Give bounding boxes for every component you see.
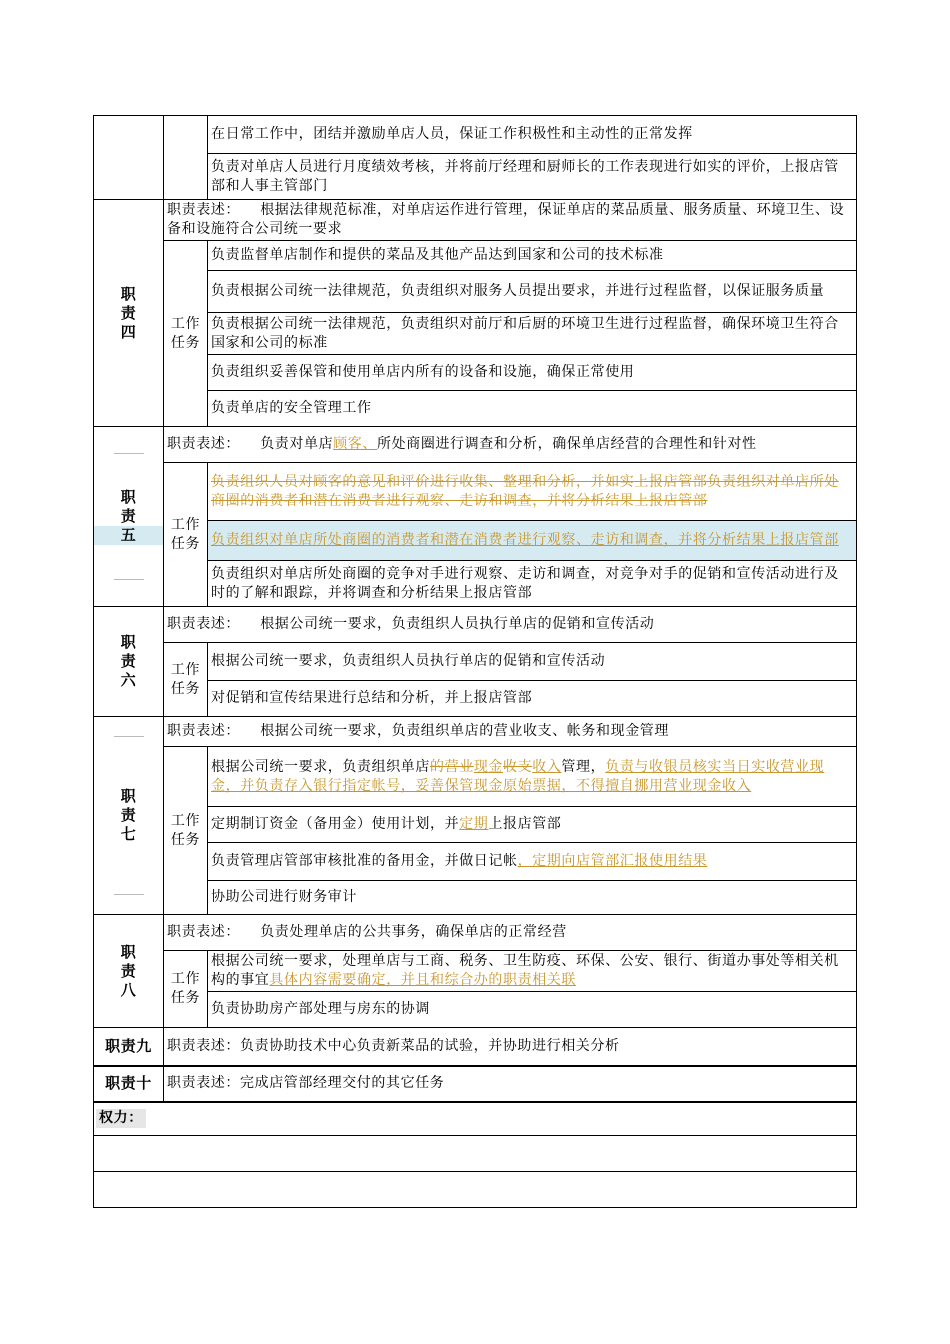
task-text: 负责管理店管部审核批准的备用金，并做日记帐: [211, 853, 518, 869]
duty6-task-1: 根据公司统一要求，负责组织人员执行单店的促销和宣传活动: [208, 643, 857, 681]
deleted-text: 的营业: [430, 758, 474, 775]
duty4-task-4: 负责组织妥善保管和使用单店内所有的设备和设施，确保正常使用: [208, 355, 857, 391]
inserted-text: 具体内容需要确定，并且和综合办的职责相关联: [269, 972, 577, 988]
duty5-task-1: [208, 463, 857, 521]
spacer: [94, 454, 163, 488]
inserted-text: ，定期向店管部汇报使用结果: [517, 853, 708, 869]
duty7-label-char: 职: [120, 787, 137, 805]
statement-prefix: 职责表述：: [167, 924, 240, 940]
duty4-task-label: [164, 241, 208, 427]
power-label: 权力：: [96, 1109, 146, 1128]
duty6-label-char: 六: [120, 671, 137, 689]
duty4-statement: [164, 200, 857, 241]
power-header: [94, 1102, 857, 1136]
duty8-statement: [164, 915, 857, 951]
duty10-statement: 职责表述：完成店管部经理交付的其它任务: [164, 1066, 857, 1102]
power-row-2: [94, 1172, 857, 1208]
inserted-text: 收入: [532, 758, 562, 775]
tracked-change: 顾客、: [333, 436, 378, 452]
duty5-task-label: [164, 463, 208, 607]
duty7-statement: [164, 717, 857, 747]
inserted-text: 负责组织对单店所处商圈的消费者和潜在消费者进行观察、走访和调查，并将分析结果上报店管部: [211, 532, 839, 548]
spacer: [94, 545, 163, 579]
task-label-line: 任务: [170, 535, 201, 552]
duty5-label-char: 责: [120, 507, 137, 525]
duty6-task-2: 对促销和宣传结果进行总结和分析，并上报店管部: [208, 681, 857, 717]
duty5-label: [94, 427, 164, 607]
duty9-label: 职责九: [94, 1028, 164, 1066]
spacer: [94, 737, 163, 787]
duty4-label-char: 职: [120, 284, 137, 303]
duty6-task-label: [164, 643, 208, 717]
duty9-statement: 职责表述：负责协助技术中心负责新菜品的试验，并协助进行相关分析: [164, 1028, 857, 1066]
statement-prefix: 职责表述：: [167, 436, 240, 452]
duty7-task-2: [208, 807, 857, 843]
duty6-label-char: 职: [120, 633, 137, 651]
task-text: 定期制订资金（备用金）使用计划，并: [211, 816, 460, 832]
duty3-label-cell: [94, 116, 164, 200]
duty7-label-char: 七: [120, 825, 137, 843]
statement-prefix: 职责表述：: [167, 723, 240, 739]
duty7-task-label: [164, 747, 208, 915]
duty5-label-char: 五: [94, 526, 163, 545]
spacer: [94, 844, 163, 894]
duty8-task-2: 负责协助房产部处理与房东的协调: [208, 992, 857, 1028]
statement-text: 根据公司统一要求，负责组织人员执行单店的促销和宣传活动: [260, 616, 655, 632]
task-label-line: 工作: [170, 812, 201, 829]
duty6-statement: [164, 607, 857, 643]
duty3-task-1: 在日常工作中，团结并激励单店人员，保证工作积极性和主动性的正常发挥: [208, 116, 857, 154]
duty4-label-char: 四: [120, 322, 137, 341]
duty5-task-2: [208, 521, 857, 561]
duty8-label-char: 八: [120, 980, 137, 999]
duty3-task-2: 负责对单店人员进行月度绩效考核，并将前厅经理和厨师长的工作表现进行如实的评价，上报店管部和人事主管部门: [208, 154, 857, 200]
duty4-label: [94, 200, 164, 427]
statement-text: 根据公司统一要求，负责组织单店的营业收支、帐务和现金管理: [260, 723, 670, 739]
duty5-task-3: 负责组织对单店所处商圈的竞争对手进行观察、走访和调查，对竞争对手的促销和宣传活动进行及时的了解和跟踪，并将调查和分析结果上报店管部: [208, 561, 857, 607]
power-row-1: [94, 1136, 857, 1172]
duty5-statement: [164, 427, 857, 463]
duty3-tasklabel-cell: [164, 116, 208, 200]
statement-text: 根据法律规范标准，对单店运作进行管理，保证单店的菜品质量、服务质量、环境卫生、设备和设施符合公司统一要求: [167, 202, 845, 237]
deleted-text: 负责组织人员对顾客的意见和评价进行收集、整理和分析，并如实上报店管部负责组织对单店所处商圈的消费者和潜在消费者进行观察、走访和调查，并将分析结果上报店管部: [211, 473, 839, 509]
duty7-task-4: 协助公司进行财务审计: [208, 881, 857, 915]
duty4-task-1: 负责监督单店制作和提供的菜品及其他产品达到国家和公司的技术标准: [208, 241, 857, 271]
duty7-label-char: 责: [120, 806, 137, 824]
statement-text: 所处商圈进行调查和分析，确保单店经营的合理性和针对性: [377, 436, 757, 452]
task-label-line: 工作: [170, 661, 201, 678]
duty4-task-3: 负责根据公司统一法律规范，负责组织对前厅和后厨的环境卫生进行过程监督，确保环境卫生符合国家和公司的标准: [208, 313, 857, 355]
duty7-label: [94, 717, 164, 915]
deleted-text: 收支: [503, 758, 533, 775]
duty6-label: [94, 607, 164, 717]
divider: [114, 579, 144, 580]
task-text: 上报店管部: [488, 816, 562, 832]
duty8-label: [94, 915, 164, 1028]
duty5-label-char: 职: [120, 488, 137, 506]
duty8-task-1: [208, 951, 857, 992]
duty6-label-char: 责: [120, 652, 137, 670]
statement-prefix: 职责表述：: [167, 202, 240, 218]
statement-text: 负责对单店: [260, 436, 334, 452]
task-label-line: 任务: [170, 334, 201, 351]
duty4-task-2: 负责根据公司统一法律规范，负责组织对服务人员提出要求，并进行过程监督，以保证服务质量: [208, 271, 857, 313]
duty7-task-1: [208, 747, 857, 807]
task-label-line: 工作: [170, 516, 201, 533]
duty8-task-label: [164, 951, 208, 1028]
inserted-text: 现金: [473, 758, 504, 775]
duty8-label-char: 职: [120, 942, 137, 961]
statement-text: 负责处理单店的公共事务，确保单店的正常经营: [260, 924, 567, 940]
duty4-task-5: 负责单店的安全管理工作: [208, 391, 857, 427]
duty-table: [93, 115, 857, 1208]
duty8-label-char: 责: [120, 961, 137, 980]
task-label-line: 工作: [170, 315, 201, 332]
task-text: 根据公司统一要求，处理单店与工商、税务、卫生防疫、环保、公安、银行、街道办事处等相关机构的事宜: [211, 953, 839, 988]
inserted-text: 定期: [459, 816, 489, 832]
inserted-text: 负责与收银员核实当日实收营业现金，并负责存入银行指定帐号，妥善保管现金原始票据，不得擅自挪用营业现金收入: [211, 758, 825, 794]
task-label-line: 任务: [170, 990, 201, 1006]
job-description-table: [93, 115, 857, 1208]
duty10-label: 职责十: [94, 1066, 164, 1102]
statement-prefix: 职责表述：: [167, 616, 240, 632]
task-label-line: 任务: [170, 831, 201, 848]
divider: [114, 894, 144, 895]
task-label-line: 工作: [170, 971, 201, 987]
task-text: 管理，: [561, 758, 606, 775]
duty4-label-char: 责: [120, 303, 137, 322]
duty7-task-3: [208, 843, 857, 881]
task-text: 根据公司统一要求，负责组织单店: [211, 758, 430, 775]
task-label-line: 任务: [170, 680, 201, 697]
